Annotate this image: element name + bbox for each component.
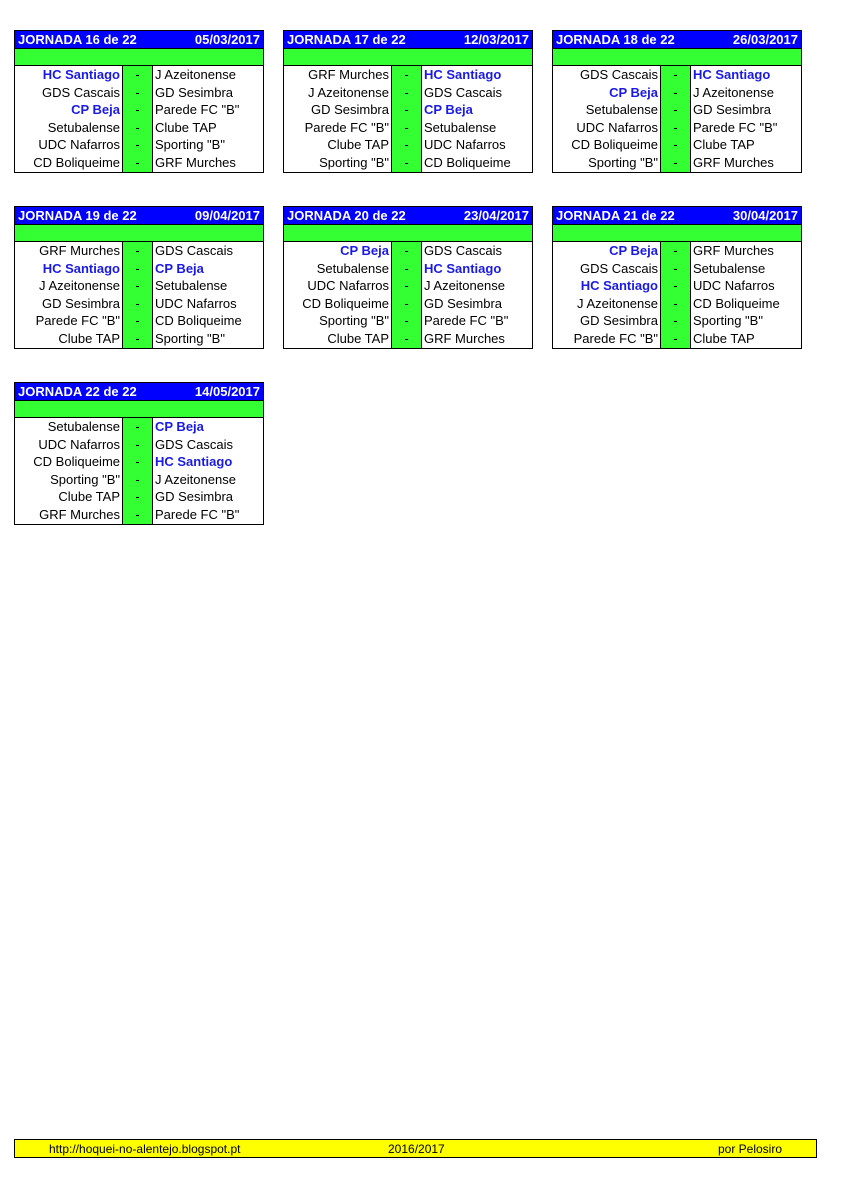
home-team: HC Santiago <box>553 277 661 295</box>
home-team: HC Santiago <box>15 66 123 84</box>
home-team: GD Sesimbra <box>15 295 123 313</box>
home-team: GRF Murches <box>15 242 123 260</box>
match-row <box>15 295 263 313</box>
away-team: Setubalense <box>424 119 497 135</box>
away-team: GD Sesimbra <box>155 489 234 505</box>
round-title: JORNADA 17 de 22 <box>287 32 406 47</box>
match-separator: - <box>123 136 153 154</box>
round-header <box>15 31 263 49</box>
round-title: JORNADA 20 de 22 <box>287 208 406 223</box>
match-row <box>553 101 801 119</box>
away-team: J Azeitonense <box>155 67 236 82</box>
match-row <box>553 119 801 137</box>
home-team: Clube TAP <box>15 488 123 506</box>
match-row <box>553 154 801 172</box>
match-separator: - <box>123 418 153 436</box>
away-team: HC Santiago <box>424 260 502 276</box>
home-team: UDC Nafarros <box>553 119 661 137</box>
match-row <box>15 101 263 119</box>
match-row <box>553 312 801 330</box>
away-team: Parede FC "B" <box>155 102 240 118</box>
round-date: 09/04/2017 <box>194 208 260 223</box>
match-row <box>284 312 532 330</box>
match-row <box>284 66 532 84</box>
home-team: GDS Cascais <box>15 84 123 102</box>
match-separator: - <box>661 119 691 137</box>
round-date: 26/03/2017 <box>732 32 798 47</box>
match-separator: - <box>661 66 691 84</box>
match-separator: - <box>123 277 153 295</box>
away-team: Setubalense <box>155 278 228 294</box>
match-separator: - <box>123 506 153 524</box>
away-team: Parede FC "B" <box>155 506 240 522</box>
home-team: CD Boliqueime <box>553 136 661 154</box>
away-team: Setubalense <box>693 260 766 276</box>
round-header <box>284 31 532 49</box>
home-team: Setubalense <box>284 260 392 278</box>
match-separator: - <box>123 436 153 454</box>
away-team: GDS Cascais <box>424 84 503 100</box>
home-team: CD Boliqueime <box>284 295 392 313</box>
match-row <box>284 260 532 278</box>
match-separator: - <box>661 277 691 295</box>
away-team: GDS Cascais <box>424 243 503 258</box>
home-team: GRF Murches <box>15 506 123 524</box>
round-title: JORNADA 21 de 22 <box>556 208 675 223</box>
match-row <box>284 295 532 313</box>
home-team: GRF Murches <box>284 66 392 84</box>
match-separator: - <box>661 260 691 278</box>
match-separator: - <box>123 453 153 471</box>
home-team: GD Sesimbra <box>284 101 392 119</box>
away-team: HC Santiago <box>155 454 233 470</box>
round-header <box>553 31 801 49</box>
home-team: Parede FC "B" <box>284 119 392 137</box>
away-team: Clube TAP <box>693 330 755 346</box>
match-row <box>15 66 263 84</box>
match-separator: - <box>123 295 153 313</box>
match-separator: - <box>661 136 691 154</box>
match-separator: - <box>123 84 153 102</box>
match-separator: - <box>392 295 422 313</box>
away-team: GDS Cascais <box>155 436 234 452</box>
match-separator: - <box>392 242 422 260</box>
home-team: CP Beja <box>284 242 392 260</box>
round-date: 30/04/2017 <box>732 208 798 223</box>
round-date: 12/03/2017 <box>463 32 529 47</box>
home-team: Clube TAP <box>284 330 392 348</box>
green-band <box>553 49 801 66</box>
home-team: UDC Nafarros <box>15 136 123 154</box>
home-team: Clube TAP <box>15 330 123 348</box>
home-team: CP Beja <box>15 101 123 119</box>
match-row <box>15 471 263 489</box>
match-separator: - <box>661 312 691 330</box>
away-team: Sporting "B" <box>155 137 225 153</box>
round-header <box>15 383 263 401</box>
match-row <box>15 119 263 137</box>
footer-season: 2016/2017 <box>388 1141 445 1156</box>
match-row <box>284 330 532 348</box>
away-team: GD Sesimbra <box>155 84 234 100</box>
match-separator: - <box>392 136 422 154</box>
match-separator: - <box>123 330 153 348</box>
home-team: Setubalense <box>15 418 123 436</box>
match-separator: - <box>123 260 153 278</box>
match-row <box>15 277 263 295</box>
away-team: CP Beja <box>424 102 473 118</box>
match-separator: - <box>123 471 153 489</box>
home-team: J Azeitonense <box>284 84 392 102</box>
match-row <box>15 242 263 260</box>
match-row <box>15 436 263 454</box>
match-separator: - <box>123 66 153 84</box>
away-team: GRF Murches <box>155 154 236 170</box>
home-team: HC Santiago <box>15 260 123 278</box>
match-row <box>15 260 263 278</box>
home-team: Clube TAP <box>284 136 392 154</box>
match-row <box>553 242 801 260</box>
home-team: Sporting "B" <box>284 154 392 172</box>
match-row <box>15 330 263 348</box>
home-team: UDC Nafarros <box>284 277 392 295</box>
match-separator: - <box>661 295 691 313</box>
away-team: GD Sesimbra <box>693 102 772 118</box>
match-separator: - <box>123 101 153 119</box>
footer-url: http://hoquei-no-alentejo.blogspot.pt <box>49 1141 241 1156</box>
round-date: 05/03/2017 <box>194 32 260 47</box>
match-separator: - <box>392 154 422 172</box>
away-team: CD Boliqueime <box>693 295 780 311</box>
match-row <box>15 154 263 172</box>
away-team: Sporting "B" <box>693 313 763 329</box>
round-table <box>283 30 533 173</box>
away-team: CD Boliqueime <box>155 313 242 329</box>
match-separator: - <box>123 154 153 172</box>
match-row <box>553 84 801 102</box>
home-team: Parede FC "B" <box>553 330 661 348</box>
away-team: HC Santiago <box>693 67 771 82</box>
match-row <box>15 418 263 436</box>
footer-author: por Pelosiro <box>717 1141 782 1156</box>
match-separator: - <box>392 101 422 119</box>
match-row <box>284 277 532 295</box>
match-separator: - <box>392 260 422 278</box>
away-team: CP Beja <box>155 419 204 434</box>
round-title: JORNADA 16 de 22 <box>18 32 137 47</box>
home-team: CP Beja <box>553 242 661 260</box>
round-header <box>15 207 263 225</box>
green-band <box>284 225 532 242</box>
away-team: GD Sesimbra <box>424 295 503 311</box>
green-band <box>15 225 263 242</box>
match-separator: - <box>392 277 422 295</box>
match-separator: - <box>392 84 422 102</box>
away-team: Sporting "B" <box>155 330 225 346</box>
home-team: Sporting "B" <box>15 471 123 489</box>
match-row <box>553 277 801 295</box>
match-separator: - <box>392 330 422 348</box>
match-row <box>284 136 532 154</box>
match-row <box>15 506 263 524</box>
away-team: GRF Murches <box>693 154 774 170</box>
away-team: CP Beja <box>155 260 204 276</box>
away-team: GRF Murches <box>424 330 505 346</box>
match-separator: - <box>392 312 422 330</box>
match-row <box>15 136 263 154</box>
match-row <box>553 295 801 313</box>
match-separator: - <box>392 119 422 137</box>
round-title: JORNADA 18 de 22 <box>556 32 675 47</box>
match-separator: - <box>661 154 691 172</box>
away-team: UDC Nafarros <box>693 278 775 294</box>
match-row <box>553 66 801 84</box>
match-separator: - <box>123 242 153 260</box>
away-team: CD Boliqueime <box>424 154 511 170</box>
match-row <box>284 154 532 172</box>
match-row <box>284 84 532 102</box>
match-row <box>15 488 263 506</box>
home-team: CD Boliqueime <box>15 453 123 471</box>
match-row <box>553 136 801 154</box>
away-team: J Azeitonense <box>155 471 236 487</box>
match-row <box>15 84 263 102</box>
round-table <box>14 382 264 525</box>
home-team: UDC Nafarros <box>15 436 123 454</box>
home-team: Setubalense <box>553 101 661 119</box>
round-table <box>283 206 533 349</box>
home-team: GD Sesimbra <box>553 312 661 330</box>
away-team: GDS Cascais <box>155 243 234 258</box>
home-team: Setubalense <box>15 119 123 137</box>
home-team: Sporting "B" <box>284 312 392 330</box>
match-separator: - <box>661 84 691 102</box>
match-row <box>284 242 532 260</box>
match-separator: - <box>123 119 153 137</box>
match-separator: - <box>123 312 153 330</box>
home-team: GDS Cascais <box>553 66 661 84</box>
round-date: 23/04/2017 <box>463 208 529 223</box>
round-title: JORNADA 22 de 22 <box>18 384 137 399</box>
away-team: GRF Murches <box>693 243 774 258</box>
away-team: J Azeitonense <box>424 278 505 294</box>
home-team: J Azeitonense <box>553 295 661 313</box>
away-team: Parede FC "B" <box>424 313 509 329</box>
green-band <box>553 225 801 242</box>
home-team: GDS Cascais <box>553 260 661 278</box>
home-team: J Azeitonense <box>15 277 123 295</box>
match-row <box>284 119 532 137</box>
match-separator: - <box>661 101 691 119</box>
round-table <box>552 206 802 349</box>
match-row <box>15 312 263 330</box>
green-band <box>15 401 263 418</box>
green-band <box>284 49 532 66</box>
round-title: JORNADA 19 de 22 <box>18 208 137 223</box>
away-team: Parede FC "B" <box>693 119 778 135</box>
round-table <box>14 206 264 349</box>
match-separator: - <box>661 330 691 348</box>
match-separator: - <box>123 488 153 506</box>
green-band <box>15 49 263 66</box>
round-header <box>284 207 532 225</box>
home-team: Sporting "B" <box>553 154 661 172</box>
away-team: UDC Nafarros <box>424 137 506 153</box>
match-separator: - <box>661 242 691 260</box>
away-team: J Azeitonense <box>693 84 774 100</box>
match-row <box>15 453 263 471</box>
home-team: CD Boliqueime <box>15 154 123 172</box>
away-team: HC Santiago <box>424 67 502 82</box>
page-footer <box>14 1139 817 1158</box>
match-row <box>284 101 532 119</box>
match-row <box>553 260 801 278</box>
round-header <box>553 207 801 225</box>
match-row <box>553 330 801 348</box>
match-separator: - <box>392 66 422 84</box>
away-team: Clube TAP <box>693 137 755 153</box>
round-date: 14/05/2017 <box>194 384 260 399</box>
away-team: Clube TAP <box>155 119 217 135</box>
away-team: UDC Nafarros <box>155 295 237 311</box>
home-team: Parede FC "B" <box>15 312 123 330</box>
round-table <box>552 30 802 173</box>
round-table <box>14 30 264 173</box>
home-team: CP Beja <box>553 84 661 102</box>
